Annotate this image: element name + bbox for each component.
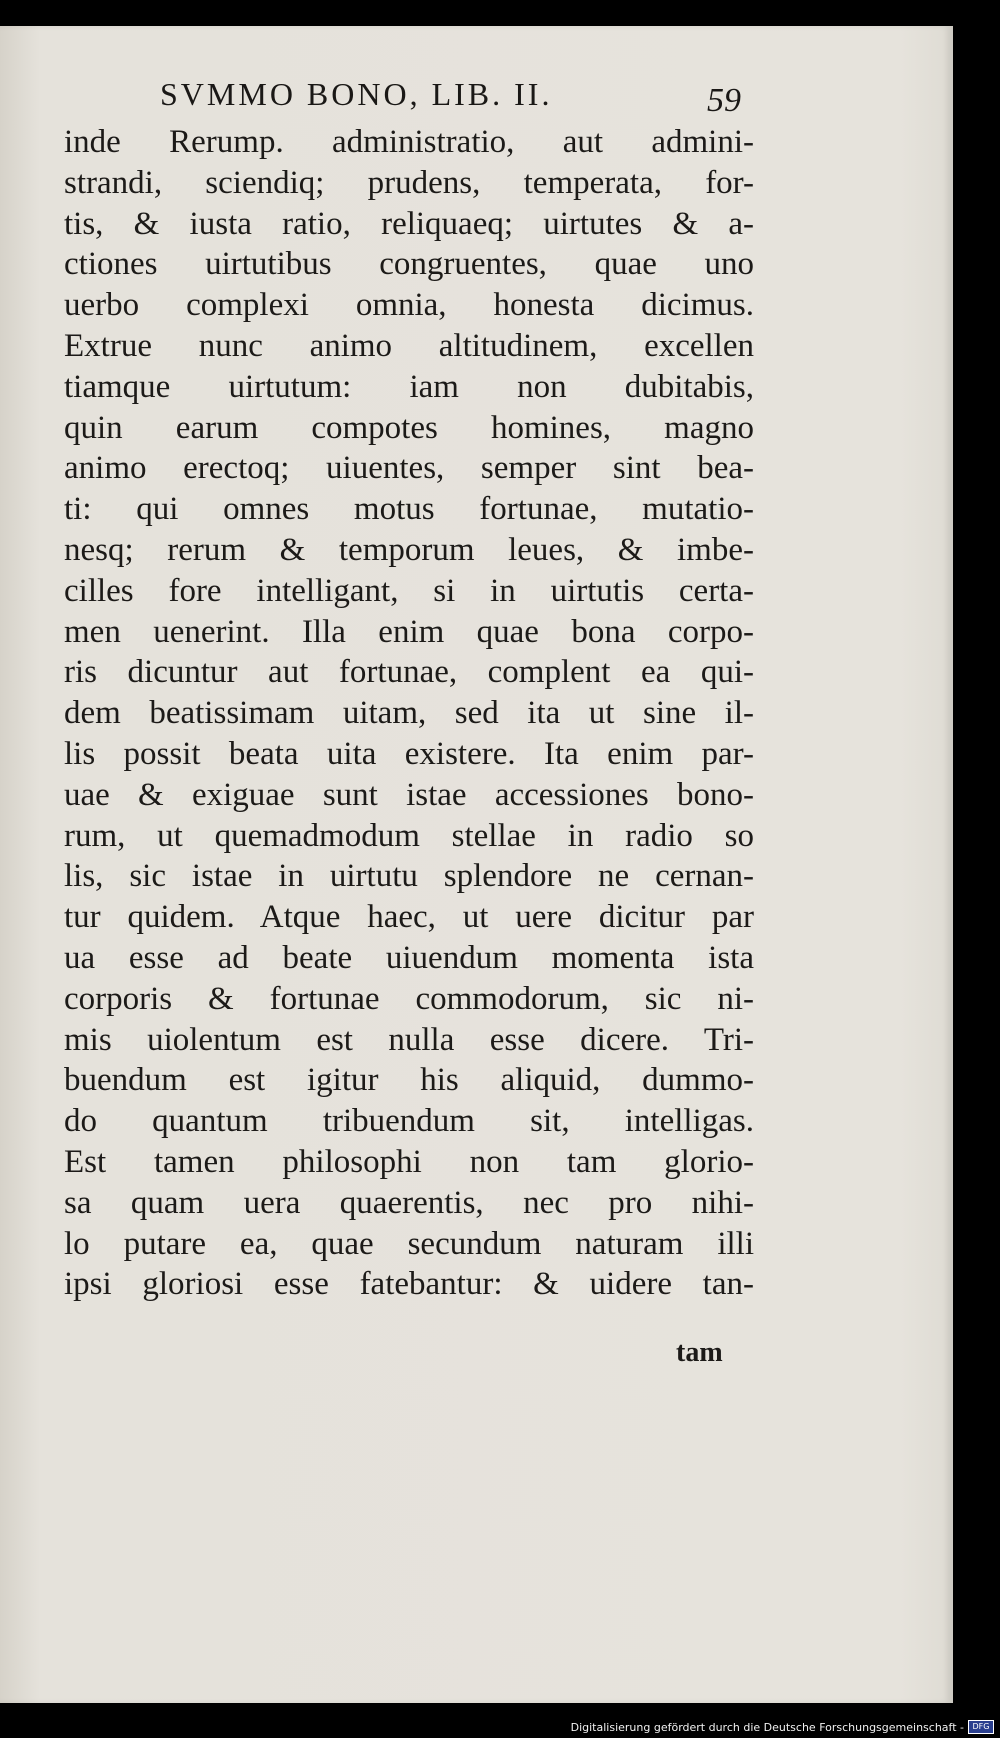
- text-line: ipsi gloriosi esse fatebantur: & uidere tan-: [64, 1266, 754, 1303]
- text-line: men uenerint. Illa enim quae bona corpo-: [64, 613, 754, 650]
- text-line: ua esse ad beate uiuendum momenta ista: [64, 939, 754, 976]
- text-line: lo putare ea, quae secundum naturam illi: [64, 1225, 754, 1262]
- text-line: tur quidem. Atque haec, ut uere dicitur par: [64, 899, 754, 936]
- text-line: sa quam uera quaerentis, nec pro nihi-: [64, 1184, 754, 1221]
- text-line: cilles fore intelligant, si in uirtutis certa-: [64, 572, 754, 609]
- text-line: lis possit beata uita existere. Ita enim par-: [64, 735, 754, 772]
- text-line: Extrue nunc animo altitudinem, excellen: [64, 327, 754, 364]
- text-line: corporis & fortunae commodorum, sic ni-: [64, 980, 754, 1017]
- running-title: SVMMO BONO, LIB. II.: [160, 76, 553, 112]
- catchword: tam: [676, 1337, 723, 1368]
- text-line: strandi, sciendiq; prudens, temperata, for-: [64, 164, 754, 201]
- dfg-logo: DFG: [968, 1720, 994, 1734]
- text-line: nesq; rerum & temporum leues, & imbe-: [64, 531, 754, 568]
- text-line: uerbo complexi omnia, honesta dicimus.: [64, 287, 754, 324]
- text-line: inde Rerump. administratio, aut admini-: [64, 124, 754, 160]
- text-line: lis, sic istae in uirtutu splendore ne cernan-: [64, 858, 754, 895]
- digitization-credit: Digitalisierung gefördert durch die Deutsche Forschungsgemeinschaft -: [570, 1721, 964, 1734]
- text-line: quin earum compotes homines, magno: [64, 409, 754, 446]
- text-line: do quantum tribuendum sit, intelligas.: [64, 1103, 754, 1140]
- text-line: ris dicuntur aut fortunae, complent ea qui-: [64, 654, 754, 691]
- text-line: uae & exiguae sunt istae accessiones bono-: [64, 776, 754, 813]
- text-line: tiamque uirtutum: iam non dubitabis,: [64, 368, 754, 405]
- text-line: animo erectoq; uiuentes, semper sint bea-: [64, 450, 754, 487]
- page-number: 59: [707, 82, 741, 119]
- text-line: ctiones uirtutibus congruentes, quae uno: [64, 246, 754, 283]
- text-line: mis uiolentum est nulla esse dicere. Tri-: [64, 1021, 754, 1058]
- text-line: tis, & iusta ratio, reliquaeq; uirtutes & a-: [64, 205, 754, 242]
- text-line: ti: qui omnes motus fortunae, mutatio-: [64, 491, 754, 528]
- text-line: Est tamen philosophi non tam glorio-: [64, 1143, 754, 1180]
- text-line: buendum est igitur his aliquid, dummo-: [64, 1062, 754, 1099]
- body-text: [64, 122, 754, 1305]
- text-line: rum, ut quemadmodum stellae in radio so: [64, 817, 754, 854]
- text-line: dem beatissimam uitam, sed ita ut sine il-: [64, 695, 754, 732]
